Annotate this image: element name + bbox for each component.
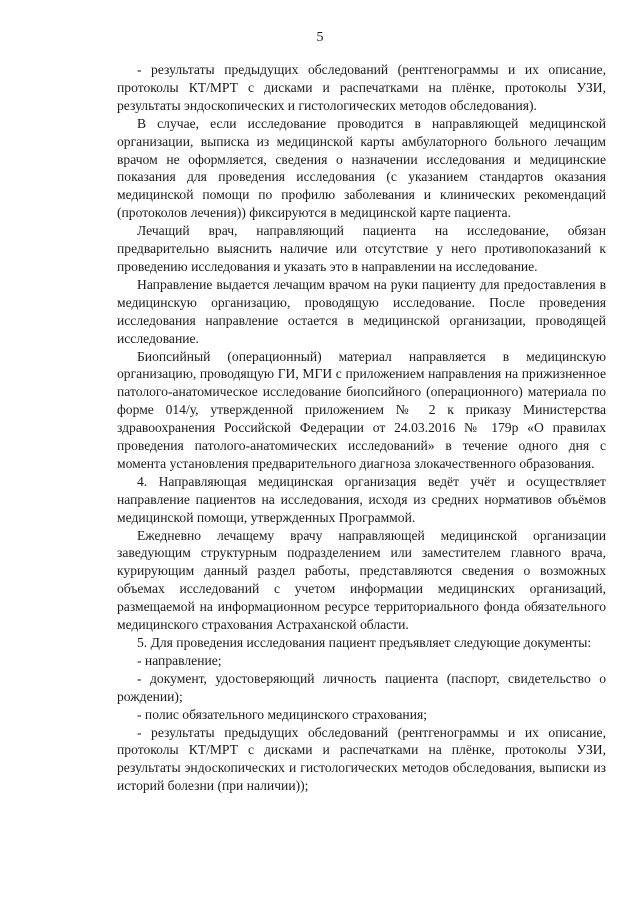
paragraph-in-house-study: В случае, если исследование проводится в направляющей медицинской организации, выписка из медицинской карты амбулаторного больного лечащим врачом не оформляется, сведения о назначении исследования и медицинские показания для проведения исследования (с указанием стандартов оказания медицинской помощи по профилю заболевания и клинических рекомендаций (протоколов лечения)) фиксируются в медицинской карте пациента.	[117, 115, 606, 221]
document-body	[117, 61, 606, 795]
paragraph-section-5: 5. Для проведения исследования пациент предъявляет следующие документы:	[137, 635, 592, 650]
paragraph-biopsy-material: Биопсийный (операционный) материал направляется в медицинскую организацию, проводящую ГИ, МГИ с приложением направления на прижизненное патолого-анатомическое исследование биопсийного (операционного) материала по форме 014/у, утвержденной приложением № 2 к приказу Министерства здравоохранения Российской Федерации от 24.03.2016 № 179р «О правилах проведения патолого-анатомических исследований» в течение одного дня с момента установления предварительного диагноза злокачественного образования.	[117, 348, 606, 471]
page-number: 5	[316, 30, 324, 45]
list-item-insurance-policy: - полис обязательного медицинского страхования;	[137, 706, 427, 722]
paragraph-contraindications: Лечащий врач, направляющий пациента на исследование, обязан предварительно выяснить наличие или отсутствие у него противопоказаний к проведению исследования и указать это в направлении на исследование.	[117, 223, 606, 274]
paragraph-referral-handover: Направление выдается лечащим врачом на руки пациенту для предоставления в медицинскую организацию, проводящую исследование. После проведения исследования направление остается в медицинской организации, проводящей исследование.	[117, 276, 606, 346]
paragraph-previous-results-1: - результаты предыдущих обследований (рентгенограммы и их описание, протоколы КТ/МРТ с дисками и распечатками на плёнке, протоколы УЗИ, результаты эндоскопических и гистологических методов обследования).	[117, 62, 606, 113]
list-item-previous-results: - результаты предыдущих обследований (рентгенограммы и их описание, протоколы КТ/МРТ с дисками и распечатками на плёнке, протоколы УЗИ, результаты эндоскопических и гистологических методов обследования, выписки из историй болезни (при наличии));	[117, 724, 606, 794]
paragraph-daily-info: Ежедневно лечащему врачу направляющей медицинской организации заведующим структурным подразделением или заместителем главного врача, курирующим данный раздел работы, представляются сведения о возможных объемах исследований с учетом информации медицинских организаций, размещаемой на информационном ресурсе территориального фонда обязательного медицинского страхования Астраханской области.	[117, 527, 606, 633]
list-item-referral: - направление;	[137, 652, 222, 668]
paragraph-section-4: 4. Направляющая медицинская организация ведёт учёт и осуществляет направление пациентов на исследования, исходя из средних нормативов объёмов медицинской помощи, утвержденных Программой.	[117, 473, 606, 525]
list-item-identity-document: - документ, удостоверяющий личность пациента (паспорт, свидетельство о рождении);	[117, 670, 606, 704]
